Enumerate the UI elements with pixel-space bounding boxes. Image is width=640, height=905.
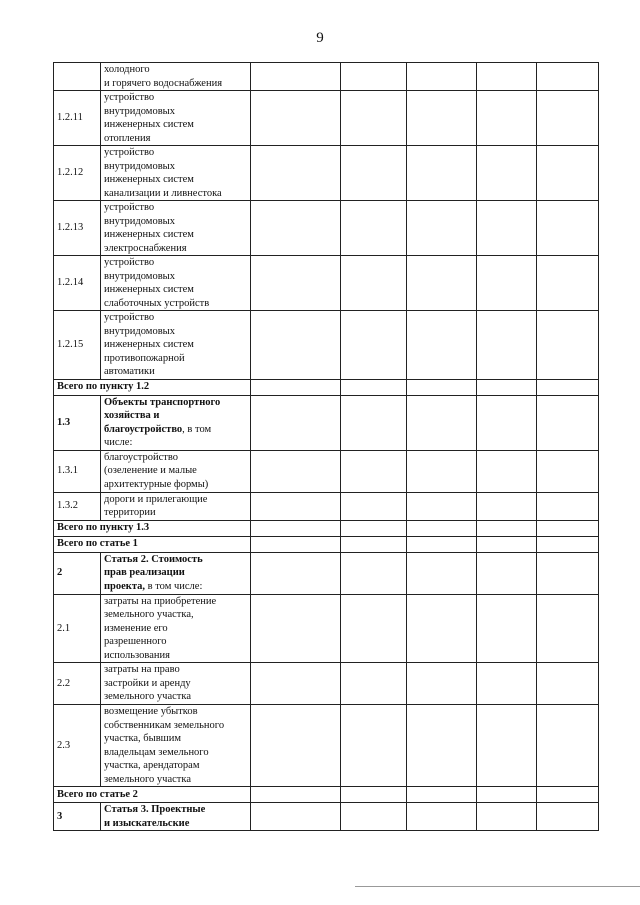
empty-cell: [537, 63, 599, 91]
table-row: [54, 787, 599, 803]
table-body: [54, 63, 599, 831]
empty-cell: [477, 594, 537, 663]
empty-cell: [341, 663, 407, 705]
empty-cell: [537, 492, 599, 520]
empty-cell: [341, 594, 407, 663]
empty-cell: [537, 787, 599, 803]
empty-cell: [537, 520, 599, 536]
table-row: [54, 552, 599, 594]
empty-cell: [251, 787, 341, 803]
item-number: 1.3.2: [54, 492, 101, 520]
empty-cell: [407, 201, 477, 256]
empty-cell: [537, 536, 599, 552]
empty-cell: [341, 787, 407, 803]
empty-cell: [477, 201, 537, 256]
empty-cell: [537, 594, 599, 663]
empty-cell: [341, 379, 407, 395]
empty-cell: [477, 63, 537, 91]
empty-cell: [251, 256, 341, 311]
empty-cell: [251, 63, 341, 91]
empty-cell: [251, 146, 341, 201]
empty-cell: [537, 450, 599, 492]
empty-cell: [341, 492, 407, 520]
item-description-bold: Статья 2. Стоимость прав реализации проекта,: [104, 553, 203, 592]
empty-cell: [407, 663, 477, 705]
empty-cell: [251, 594, 341, 663]
table-row: [54, 63, 599, 91]
empty-cell: [341, 201, 407, 256]
item-number: 1.2.15: [54, 311, 101, 380]
empty-cell: [477, 379, 537, 395]
empty-cell: [341, 803, 407, 831]
empty-cell: [251, 492, 341, 520]
table-row: [54, 146, 599, 201]
empty-cell: [341, 395, 407, 450]
empty-cell: [251, 663, 341, 705]
empty-cell: [251, 520, 341, 536]
total-label: Всего по статье 1: [54, 536, 251, 552]
empty-cell: [407, 787, 477, 803]
item-description: [101, 395, 251, 450]
empty-cell: [537, 256, 599, 311]
empty-cell: [407, 705, 477, 787]
item-description-bold: Объекты транспортного хозяйства и благоустройство: [104, 396, 221, 435]
empty-cell: [407, 594, 477, 663]
empty-cell: [477, 663, 537, 705]
empty-cell: [251, 552, 341, 594]
item-number: 2.1: [54, 594, 101, 663]
item-description: [101, 803, 251, 831]
empty-cell: [407, 311, 477, 380]
empty-cell: [477, 146, 537, 201]
table-row: [54, 594, 599, 663]
item-description: устройство внутридомовых инженерных систем канализации и ливнестока: [101, 146, 251, 201]
empty-cell: [477, 91, 537, 146]
table-row: [54, 450, 599, 492]
empty-cell: [341, 552, 407, 594]
empty-cell: [341, 256, 407, 311]
item-number: 1.2.14: [54, 256, 101, 311]
total-label: Всего по пункту 1.3: [54, 520, 251, 536]
empty-cell: [537, 379, 599, 395]
empty-cell: [407, 492, 477, 520]
item-number: 3: [54, 803, 101, 831]
item-number: 2.3: [54, 705, 101, 787]
empty-cell: [477, 311, 537, 380]
empty-cell: [477, 395, 537, 450]
table-row: [54, 311, 599, 380]
item-description: устройство внутридомовых инженерных систем отопления: [101, 91, 251, 146]
empty-cell: [537, 663, 599, 705]
empty-cell: [537, 803, 599, 831]
empty-cell: [251, 395, 341, 450]
table-row: [54, 379, 599, 395]
empty-cell: [341, 63, 407, 91]
page-number: 9: [316, 30, 324, 46]
table-row: [54, 705, 599, 787]
table-row: [54, 520, 599, 536]
item-description-tail: , в том числе:: [104, 423, 212, 448]
empty-cell: [477, 520, 537, 536]
table-row: [54, 395, 599, 450]
item-number: 1.2.11: [54, 91, 101, 146]
empty-cell: [251, 450, 341, 492]
empty-cell: [407, 91, 477, 146]
empty-cell: [251, 379, 341, 395]
empty-cell: [477, 536, 537, 552]
empty-cell: [341, 146, 407, 201]
empty-cell: [537, 201, 599, 256]
item-description: затраты на приобретение земельного участка, изменение его разрешенного использования: [101, 594, 251, 663]
item-description: затраты на право застройки и аренду земельного участка: [101, 663, 251, 705]
item-description: дороги и прилегающие территории: [101, 492, 251, 520]
empty-cell: [537, 552, 599, 594]
scan-edge-line: [355, 886, 640, 887]
table-row: [54, 91, 599, 146]
total-label: Всего по статье 2: [54, 787, 251, 803]
item-number: 1.3: [54, 395, 101, 450]
item-description: возмещение убытков собственникам земельного участка, бывшим владельцам земельного участка, арендаторам земельного участка: [101, 705, 251, 787]
empty-cell: [341, 520, 407, 536]
empty-cell: [407, 146, 477, 201]
item-description: благоустройство (озеленение и малые архитектурные формы): [101, 450, 251, 492]
empty-cell: [407, 63, 477, 91]
empty-cell: [407, 803, 477, 831]
cost-table: [53, 62, 599, 831]
empty-cell: [407, 536, 477, 552]
empty-cell: [341, 450, 407, 492]
empty-cell: [537, 146, 599, 201]
empty-cell: [407, 552, 477, 594]
item-description: устройство внутридомовых инженерных систем электроснабжения: [101, 201, 251, 256]
empty-cell: [477, 492, 537, 520]
table-row: [54, 663, 599, 705]
table-row: [54, 803, 599, 831]
item-number: 2.2: [54, 663, 101, 705]
item-description-tail: в том числе:: [145, 580, 203, 592]
empty-cell: [341, 536, 407, 552]
empty-cell: [251, 91, 341, 146]
empty-cell: [407, 520, 477, 536]
empty-cell: [407, 256, 477, 311]
item-description: [101, 552, 251, 594]
item-description-bold: Статья 3. Проектные и изыскательские: [104, 804, 206, 829]
table-row: [54, 201, 599, 256]
empty-cell: [477, 450, 537, 492]
item-number: 1.2.13: [54, 201, 101, 256]
empty-cell: [477, 787, 537, 803]
empty-cell: [341, 91, 407, 146]
item-number: 1.2.12: [54, 146, 101, 201]
item-description: устройство внутридомовых инженерных систем противопожарной автоматики: [101, 311, 251, 380]
empty-cell: [251, 705, 341, 787]
empty-cell: [477, 803, 537, 831]
item-description: устройство внутридомовых инженерных систем слаботочных устройств: [101, 256, 251, 311]
empty-cell: [341, 705, 407, 787]
table-row: [54, 256, 599, 311]
empty-cell: [477, 705, 537, 787]
empty-cell: [407, 379, 477, 395]
empty-cell: [537, 705, 599, 787]
empty-cell: [477, 256, 537, 311]
table-row: [54, 492, 599, 520]
empty-cell: [407, 395, 477, 450]
empty-cell: [407, 450, 477, 492]
empty-cell: [251, 536, 341, 552]
item-number: 1.3.1: [54, 450, 101, 492]
empty-cell: [537, 311, 599, 380]
empty-cell: [251, 201, 341, 256]
empty-cell: [537, 395, 599, 450]
item-number: 2: [54, 552, 101, 594]
empty-cell: [341, 311, 407, 380]
empty-cell: [251, 311, 341, 380]
empty-cell: [537, 91, 599, 146]
table-row: [54, 536, 599, 552]
empty-cell: [251, 803, 341, 831]
total-label: Всего по пункту 1.2: [54, 379, 251, 395]
item-number: [54, 63, 101, 91]
empty-cell: [477, 552, 537, 594]
item-description: холодного и горячего водоснабжения: [101, 63, 251, 91]
